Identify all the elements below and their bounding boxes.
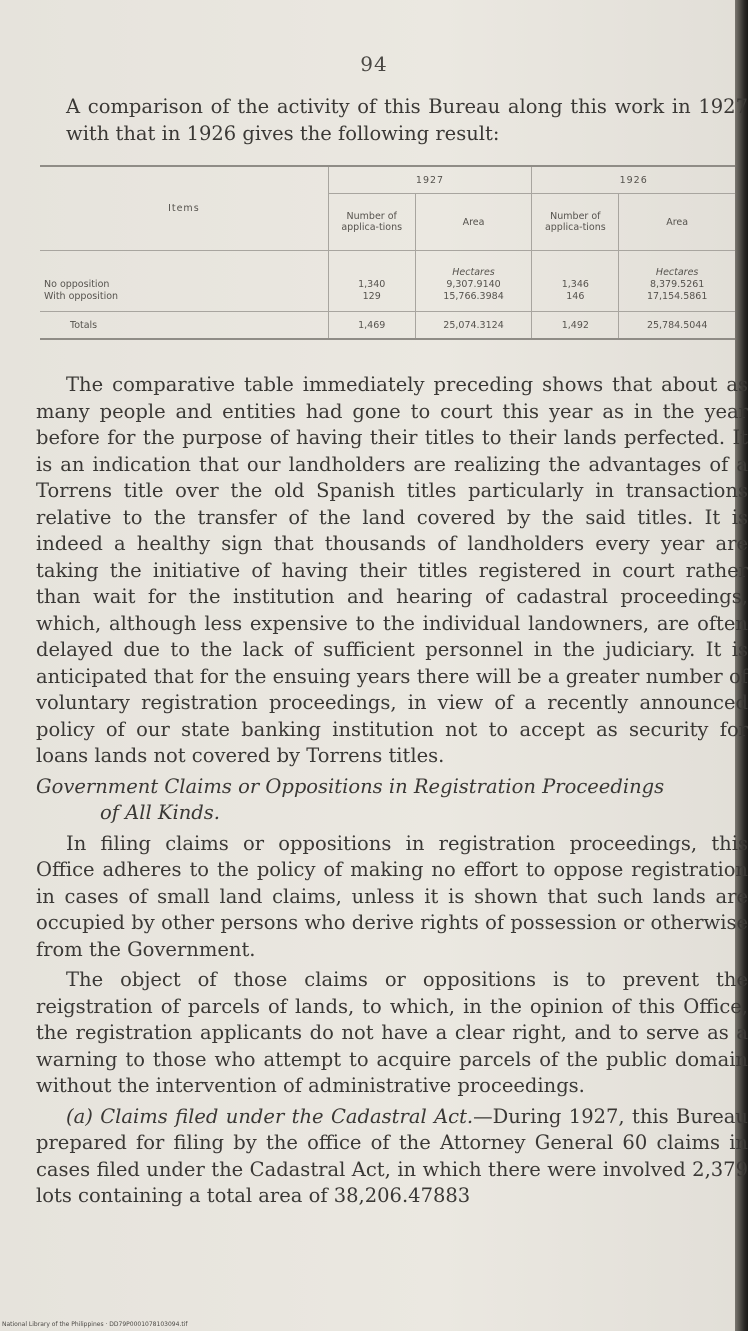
unit-label: Hectares <box>655 267 699 278</box>
totals-label: Totals <box>70 319 98 331</box>
area-1927-cells <box>415 251 532 312</box>
paragraph-cadastral <box>36 1104 748 1210</box>
cell-value: 1,346 <box>561 279 589 290</box>
applications-1927-cells <box>328 251 415 312</box>
table-header-years <box>40 166 735 194</box>
items-header: Items <box>40 166 328 251</box>
paragraph-comparative: The comparative table immediately preceding shows that about as many people and entities had gone to court this year as in the year before for the purpose of having their titles to their lands perfected. It is an indication that our landholders are realizing the advantages of a Torrens title over the old Spanish titles particularly in transactions relative to the transfer of the land covered by the said titles. It is indeed a healthy sign that thousands of landholders every year are taking the initiative of having their titles registered in court rather than wait for the institution and hearing of cadastral proceedings, which, although less expensive to the individual landowners, are often delayed due to the lack of sufficient personnel in the judiciary. It is anticipated that for the ensuing years there will be a greater number of voluntary registration proceedings, in view of a recently announced policy of our state banking institution not to accept as security for loans lands not covered by Torrens titles. <box>36 373 748 767</box>
cell-value: 146 <box>566 291 585 302</box>
year-1927-header: 1927 <box>328 166 532 194</box>
cadastral-lead: (a) Claims filed under the Cadastral Act. <box>66 1104 474 1128</box>
cell-value: 8,379.5261 <box>649 279 705 290</box>
applications-1927-header: Number of applica-tions <box>328 194 415 251</box>
applications-1926-header: Number of applica-tions <box>532 194 619 251</box>
cadastral-text: —During 1927, this Bureau prepared for filing by the office of the Attorney General 60 claims in cases filed under the Cadastral Act, in which there were involved 2,379 lots containing a total area of 38,206.47883 <box>36 1104 748 1207</box>
intro-paragraph: A comparison of the activity of this Bureau along this work in 1927 with that in 1926 gives the following result: <box>66 95 748 145</box>
section-heading-line1: Government Claims or Oppositions in Registration Proceedings <box>36 774 665 798</box>
row-label-no-opposition: No opposition <box>44 279 110 290</box>
cell-value: 25,074.3124 <box>415 312 532 340</box>
area-1926-cells <box>619 251 735 312</box>
table-data-rows <box>40 251 735 312</box>
cell-value: 129 <box>362 291 381 302</box>
row-labels <box>40 251 328 312</box>
area-1926-header: Area <box>619 194 735 251</box>
paragraph-policy: In filing claims or oppositions in registration proceedings, this Office adheres to the policy of making no effort to oppose registration in cases of small land claims, unless it is shown that such lands are occupied by other persons who derive rights of possession or otherwise from the Government. <box>36 831 748 961</box>
section-heading-line2: of All Kinds. <box>100 801 220 824</box>
page-number: 94 <box>360 52 388 76</box>
paragraph-object: The object of those claims or oppositions is to prevent the reigstration of parcels of lands, to which, in the opinion of this Office, the registration applicants do not have a clear right, and to serve as a warning to those who attempt to acquire parcels of the public domain without the intervention of administrative proceedings. <box>36 968 748 1097</box>
area-1927-header: Area <box>415 194 532 251</box>
cell-value: 1,340 <box>358 279 386 290</box>
cell-value: 1,492 <box>532 312 619 340</box>
table-totals-row <box>40 312 735 340</box>
unit-label: Hectares <box>452 267 495 278</box>
comparison-table <box>40 165 735 351</box>
cell-value: 1,469 <box>328 312 415 340</box>
section-heading <box>36 774 748 827</box>
body-text <box>36 372 748 1210</box>
cell-value: 17,154.5861 <box>646 291 708 302</box>
intro-block <box>66 94 748 147</box>
year-1926-header: 1926 <box>532 166 735 194</box>
row-label-with-opposition: With opposition <box>44 291 119 302</box>
cell-value: 15,766.3984 <box>443 291 504 302</box>
footer-caption: National Library of the Philippines · DD79P0001078103094.tif <box>2 1321 188 1328</box>
cell-value: 9,307.9140 <box>446 279 501 290</box>
applications-1926-cells <box>532 251 619 312</box>
cell-value: 25,784.5044 <box>619 312 735 340</box>
